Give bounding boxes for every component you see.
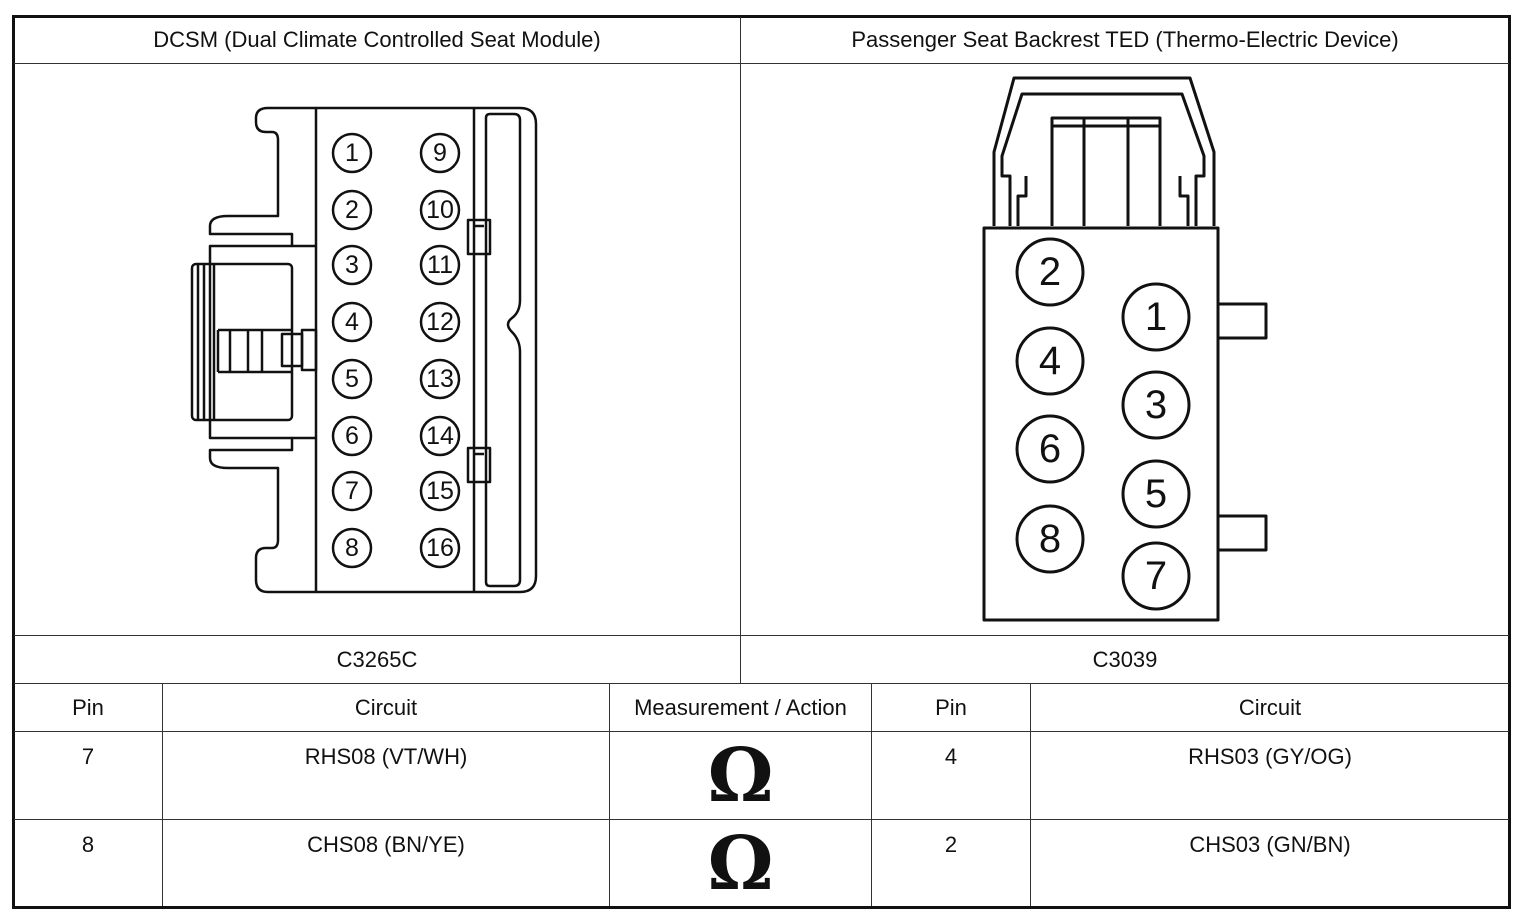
- pin-number-label: 3: [1144, 383, 1168, 427]
- pin-number-label: 3: [345, 251, 359, 279]
- pin-number-label: 13: [426, 365, 454, 393]
- pin-number-label: 6: [345, 422, 359, 450]
- column-header-pin-a: Pin: [72, 694, 104, 720]
- row-pin-b: 2: [944, 832, 958, 857]
- row-circuit-a: CHS08 (BN/YE): [307, 832, 465, 857]
- row-circuit-b: RHS03 (GY/OG): [1188, 744, 1352, 769]
- pin-number-label: 11: [427, 251, 453, 279]
- pin-number-label: 5: [1144, 472, 1168, 516]
- pin-number-label: 1: [345, 139, 359, 167]
- pin-number-label: 9: [433, 139, 447, 167]
- left-connector-id: C3265C: [336, 646, 418, 672]
- ohm-icon: Ω: [707, 821, 774, 907]
- row-pin-b: 4: [944, 744, 958, 769]
- pin-number-label: 14: [426, 422, 454, 450]
- pin-number-label: 15: [426, 477, 454, 505]
- left-connector-title: DCSM (Dual Climate Controlled Seat Module): [153, 27, 601, 52]
- pin-number-label: 7: [345, 477, 359, 505]
- column-header-circuit-b: Circuit: [1238, 694, 1302, 720]
- row-pin-a: 8: [81, 832, 95, 857]
- pin-number-label: 4: [345, 308, 359, 336]
- column-header-pin-b: Pin: [935, 694, 967, 720]
- pin-number-label: 5: [345, 365, 359, 393]
- pin-number-label: 8: [1038, 517, 1062, 561]
- pin-number-label: 8: [345, 534, 359, 562]
- pin-number-label: 7: [1144, 554, 1168, 598]
- pin-number-label: 4: [1038, 339, 1062, 383]
- row-pin-a: 7: [81, 744, 95, 769]
- pin-number-label: 2: [345, 196, 359, 224]
- pin-number-label: 1: [1144, 295, 1168, 339]
- pin-number-label: 16: [426, 534, 454, 562]
- pin-number-label: 2: [1038, 250, 1062, 294]
- column-header-measurement: Measurement / Action: [634, 694, 847, 720]
- row-circuit-a: RHS08 (VT/WH): [304, 744, 468, 769]
- pin-number-label: 6: [1038, 427, 1062, 471]
- pin-number-label: 10: [426, 196, 454, 224]
- column-header-circuit-a: Circuit: [354, 694, 418, 720]
- row-circuit-b: CHS03 (GN/BN): [1189, 832, 1351, 857]
- right-connector-title: Passenger Seat Backrest TED (Thermo-Electric Device): [851, 27, 1399, 52]
- right-connector-id: C3039: [1092, 646, 1158, 672]
- pin-number-label: 12: [426, 308, 454, 336]
- ohm-icon: Ω: [707, 733, 774, 819]
